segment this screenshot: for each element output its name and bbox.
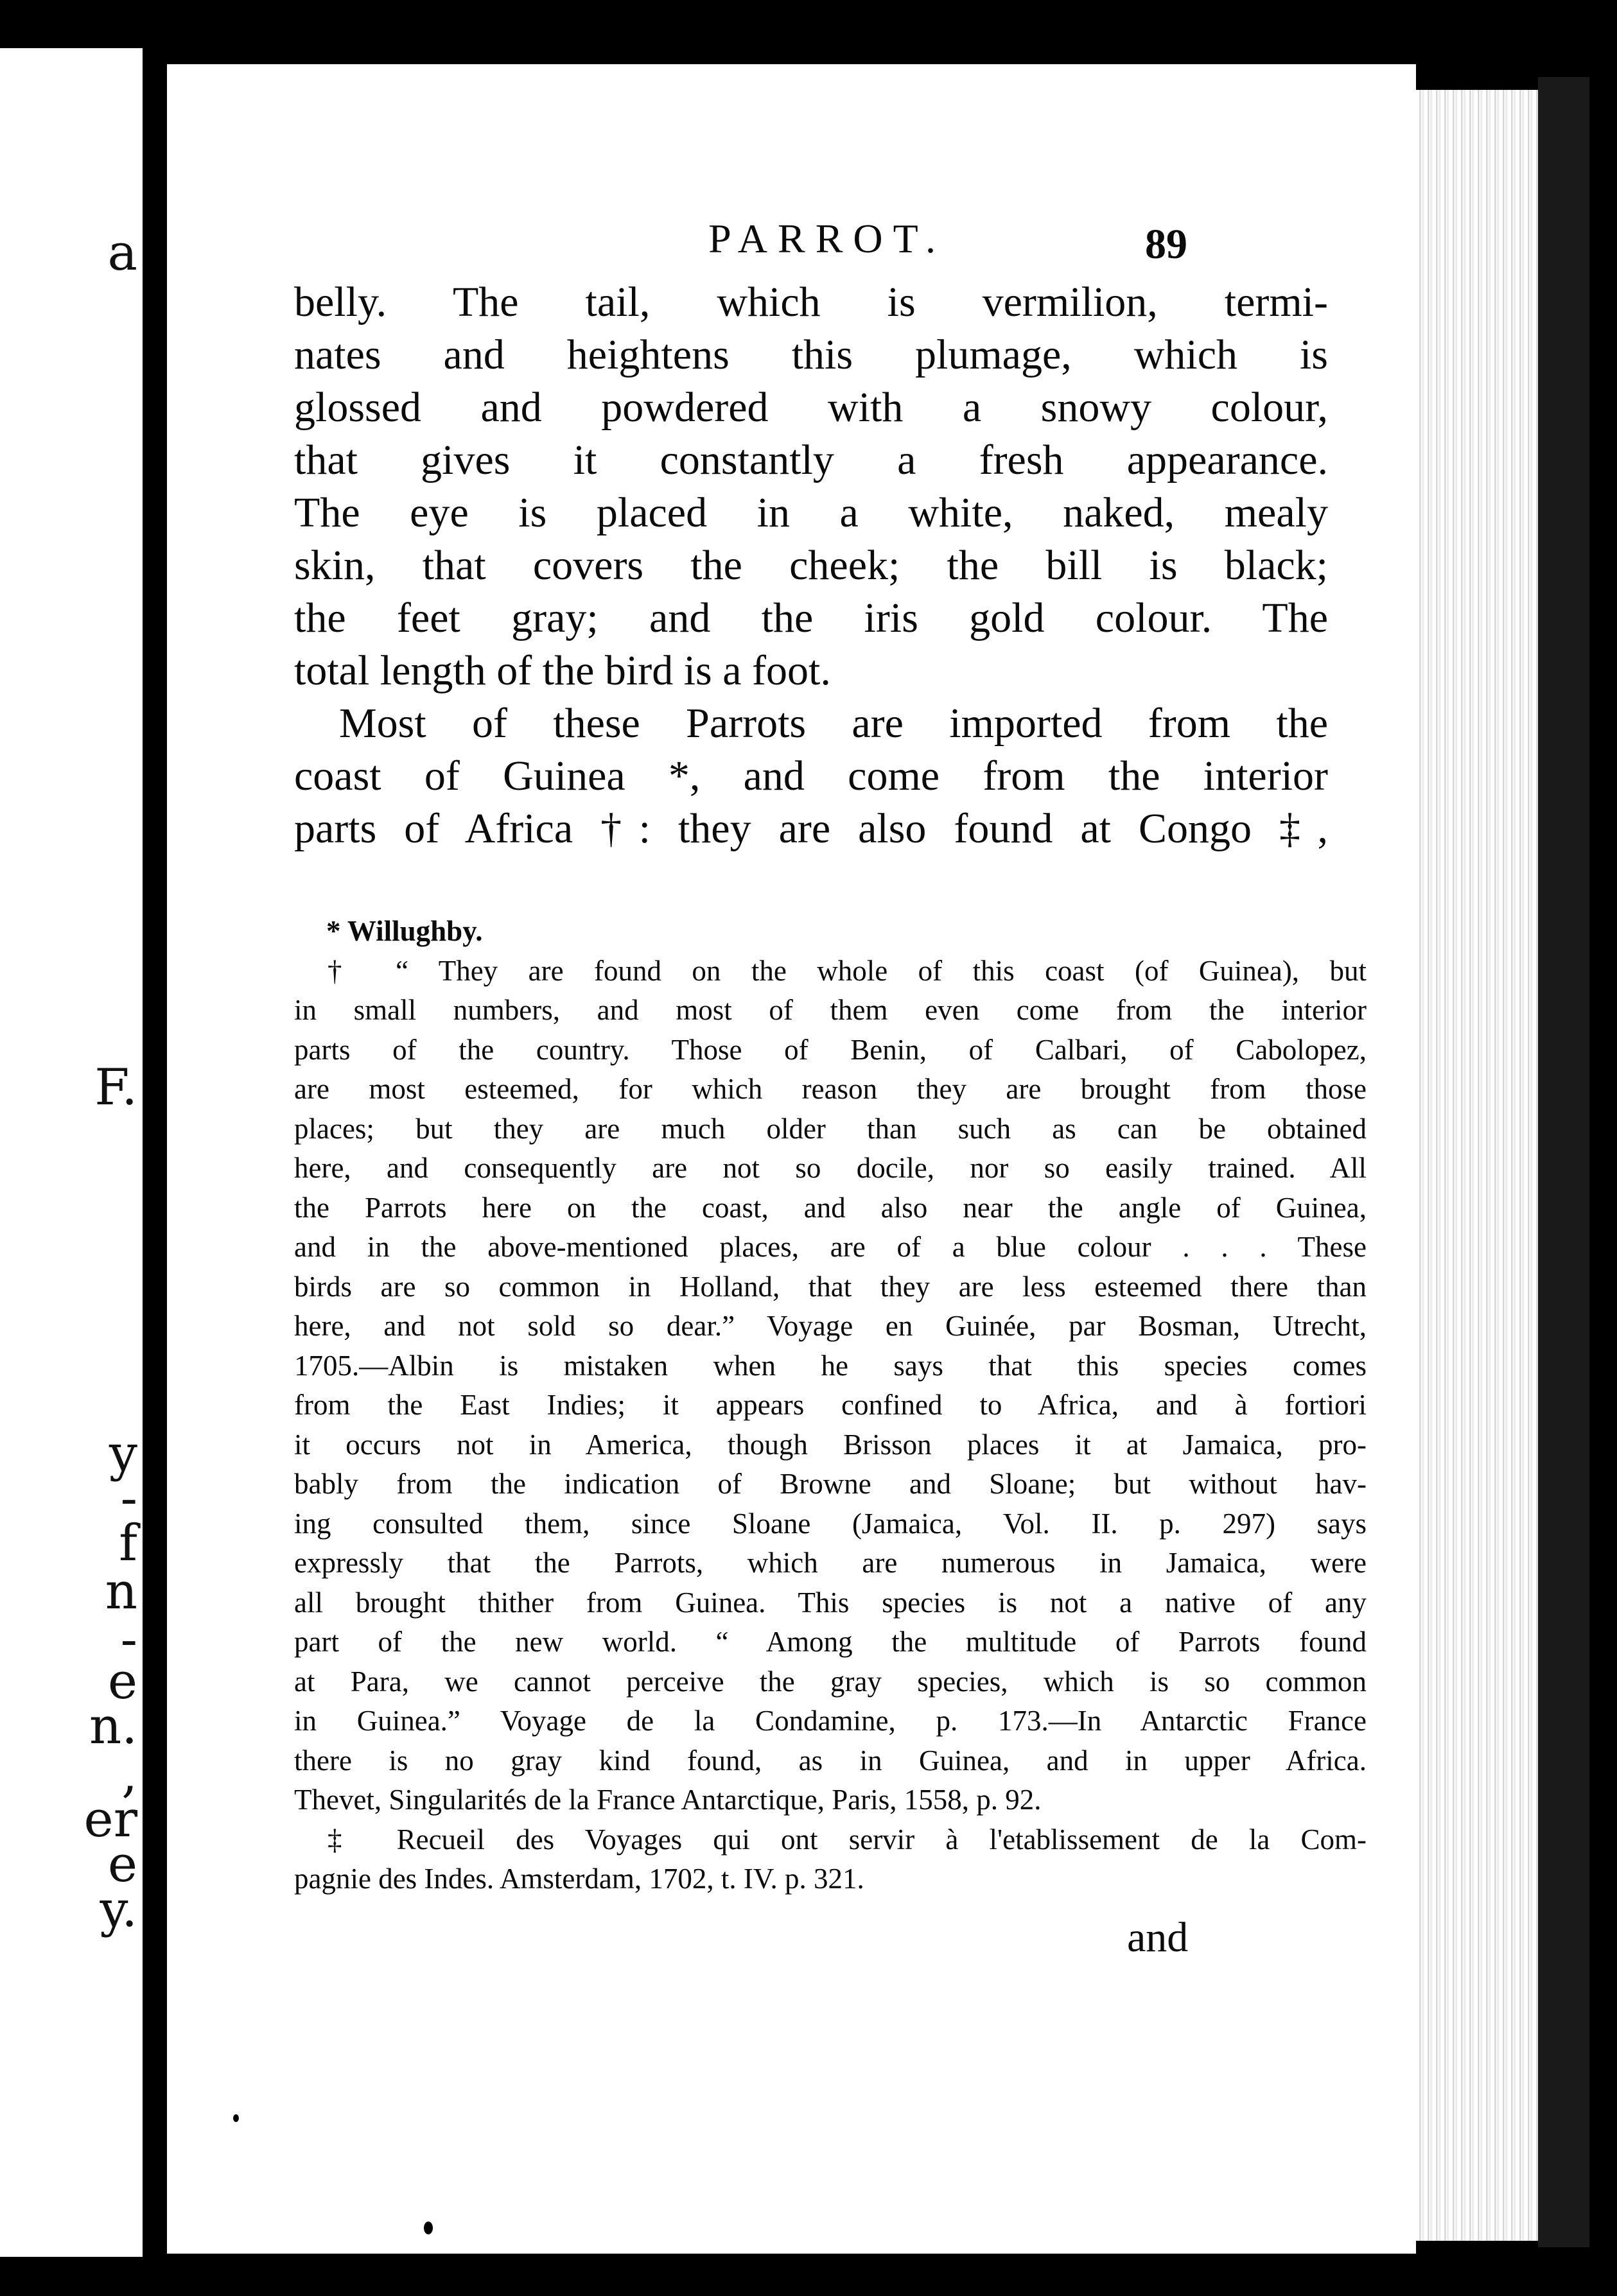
catchword: and <box>1127 1914 1189 1961</box>
footnote-line: it occurs not in America, though Brisson places it at Jamaica, pro- <box>294 1428 1367 1461</box>
facing-page-fragment: f <box>119 1515 137 1572</box>
facing-page-fragment: - <box>120 1470 137 1527</box>
facing-page-fragment: a <box>107 224 137 282</box>
footnote-line: * Willughby. <box>326 915 483 947</box>
footnote-line: all brought thither from Guinea. This species is not a native of any <box>294 1586 1367 1619</box>
running-title: PARROT. <box>708 216 946 261</box>
body-text <box>294 276 1328 855</box>
body-line: The eye is placed in a white, naked, mealy <box>294 489 1328 536</box>
footnote-line: at Para, we cannot perceive the gray species, which is so common <box>294 1665 1367 1698</box>
facing-page-fragment: er <box>83 1791 137 1848</box>
facing-page-fragment: e <box>107 1836 137 1893</box>
footnote-line: are most esteemed, for which reason they are brought from those <box>294 1073 1367 1105</box>
footnote-line: expressly that the Parrots, which are numerous in Jamaica, were <box>294 1547 1367 1579</box>
footnote-line: places; but they are much older than such as can be obtained <box>294 1112 1367 1145</box>
facing-page-edge <box>0 48 143 2257</box>
footnote-line: parts of the country. Those of Benin, of Calbari, of Cabolopez, <box>294 1033 1367 1066</box>
facing-page-fragment: n. <box>89 1698 137 1755</box>
body-line: glossed and powdered with a snowy colour, <box>294 384 1328 431</box>
body-line: coast of Guinea *, and come from the interior <box>294 752 1328 799</box>
footnotes <box>294 912 1367 1899</box>
book-page <box>167 64 1416 2254</box>
running-head <box>167 215 1416 273</box>
footnote-line: part of the new world. “ Among the multitude of Parrots found <box>294 1626 1367 1658</box>
body-line: belly. The tail, which is vermilion, termi- <box>294 279 1328 326</box>
book-gutter <box>143 0 167 2296</box>
facing-page-fragment: , <box>121 1746 137 1804</box>
footnote-line: in Guinea.” Voyage de la Condamine, p. 173.—In Antarctic France <box>294 1705 1367 1737</box>
footnote-line: bably from the indication of Browne and Sloane; but without hav- <box>294 1468 1367 1500</box>
body-line: nates and heightens this plumage, which is <box>294 331 1328 378</box>
page-number: 89 <box>1145 221 1187 268</box>
footnote-line: birds are so common in Holland, that they are less esteemed there than <box>294 1270 1367 1303</box>
body-line: that gives it constantly a fresh appearance. <box>294 437 1328 483</box>
footnote-line: the Parrots here on the coast, and also near the angle of Guinea, <box>294 1191 1367 1224</box>
ink-speck <box>233 2114 239 2122</box>
footnote-line: ing consulted them, since Sloane (Jamaica, Vol. II. p. 297) says <box>294 1507 1367 1540</box>
footnote-line: ‡ Recueil des Voyages qui ont servir à l'etablissement de la Com- <box>328 1823 1367 1856</box>
body-line: skin, that covers the cheek; the bill is black; <box>294 542 1328 589</box>
footnote-line: in small numbers, and most of them even come from the interior <box>294 994 1367 1026</box>
facing-page-fragment: y. <box>100 1881 137 1938</box>
body-line: the feet gray; and the iris gold colour. The <box>294 595 1328 641</box>
ink-speck <box>424 2222 433 2234</box>
footnote-line: Thevet, Singularités de la France Antarctique, Paris, 1558, p. 92. <box>294 1784 1042 1816</box>
facing-page-fragment: y <box>109 1425 137 1483</box>
facing-page-fragment: n <box>105 1563 137 1621</box>
footnote-line: from the East Indies; it appears confined to Africa, and à fortiori <box>294 1389 1367 1421</box>
body-line: total length of the bird is a foot. <box>294 647 831 694</box>
page-block-shadow <box>1538 77 1589 2247</box>
footnote-line: and in the above-mentioned places, are of a blue colour . . . These <box>294 1231 1367 1263</box>
body-line: parts of Africa †: they are also found at Congo ‡, <box>294 805 1328 852</box>
facing-page-fragment: e <box>107 1653 137 1710</box>
page-block-edges <box>1416 90 1538 2241</box>
footnote-line: here, and consequently are not so docile, nor so easily trained. All <box>294 1152 1367 1184</box>
footnote-line: pagnie des Indes. Amsterdam, 1702, t. IV. p. 321. <box>294 1863 864 1895</box>
facing-page-fragment: F. <box>94 1059 137 1117</box>
footnote-line: there is no gray kind found, as in Guinea, and in upper Africa. <box>294 1744 1367 1777</box>
footnote-line: 1705.—Albin is mistaken when he says that this species comes <box>294 1349 1367 1382</box>
footnote-line: † “ They are found on the whole of this coast (of Guinea), but <box>328 954 1367 987</box>
footnote-line: here, and not sold so dear.” Voyage en Guinée, par Bosman, Utrecht, <box>294 1310 1367 1342</box>
facing-page-fragment: - <box>120 1611 137 1669</box>
body-line: Most of these Parrots are imported from the <box>339 700 1328 747</box>
